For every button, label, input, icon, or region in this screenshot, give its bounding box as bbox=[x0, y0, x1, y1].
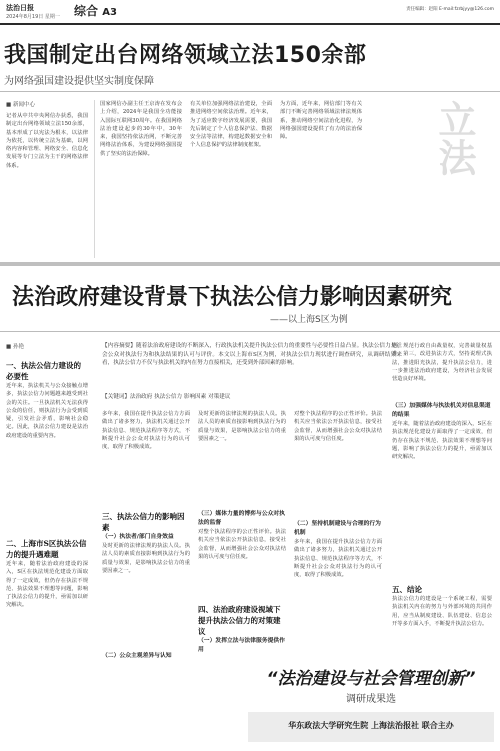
article2-body-col1: 近年来，执法机关与公众接触点增多，执法公信力问题越来越受到社会的关注。一旦执法机关无法获得公众的信任，则执法行为会受到质疑，引发社会矛盾，影响社会稳定。因此，执法公信力建设是法治政府建设的重要内容。 bbox=[6, 383, 88, 439]
article1-subtitle: 为网络强国建设提供坚实制度保障 bbox=[4, 76, 154, 87]
section-name: 综合 bbox=[74, 4, 99, 18]
section-heading-1: 一、执法公信力建设的必要性 bbox=[6, 361, 81, 381]
article2-body-col5: 对整个执法程序的公正性评价。执法机关应当依法公开执法信息，接受社会监督，从而增强社会公众对执法结果的认可度与信任度。 bbox=[294, 411, 382, 442]
subsection-heading-3a: （一）执法者/部门自身效益 bbox=[102, 534, 174, 540]
series-banner bbox=[248, 664, 494, 710]
subsection-heading-3c: （三）媒体力量的博弈与公众对执法的监督 bbox=[198, 511, 285, 526]
decorative-heading: 立法 bbox=[432, 100, 477, 176]
article2-abstract: 【内容摘要】随着法治政府建设的不断深入，行政执法机关提升执法公信力的重要性与必要性日益凸显。执法公信力是社会公众对执法行为和执法结果的认可与评价。本文以上海市S区为例，对执法公信力现状进行调查研究，从调研结果来看，执法公信力不仅与执法机关的内在努力直接相关，还受到外部因素的影响。 bbox=[102, 343, 402, 367]
editor-info: 责任编辑：赵阳 E-mail:fzrbjyy@126.com bbox=[406, 7, 494, 12]
header-rule bbox=[0, 23, 500, 25]
article2-body-col4: 及时更新的法律法规的执法人员。执法人员的素质直接影响到执法行为的质量与效果，是影响执法公信力的重要因素之一。 bbox=[198, 411, 286, 442]
article1-rule bbox=[0, 91, 500, 92]
article2-body-col6: 则，规范行政自由裁量权，完善裁量权基准。第三，改进执法方式，坚持说理式执法，推进阳光执法，提升执法公信力，进一步推进法治政府建设，为经济社会发展营造良好环境。 bbox=[392, 343, 492, 383]
article2-author: ■ 孙艳 bbox=[6, 344, 24, 350]
article1-byline: ■ 新闻中心 bbox=[6, 102, 35, 108]
article1-col1: 记者从中共中央网信办获悉，我国制定出台网络领域立法150余部，基本形成了以宪法为根本，以法律为依托，以传统立法为基础，以网络内容和管理、网络安全、信息化发展等专门立法为主干的网络法律体系。 bbox=[6, 113, 88, 169]
article2-conclusion: 执法公信力的建设是一个系统工程，需要执法机关内在的努力与外部环境的共同作用，应当从制度建设、队伍建设、信息公开等多方面入手，不断提升执法公信力。 bbox=[392, 596, 492, 627]
section-divider bbox=[0, 262, 500, 266]
article2-body-col3: 多年来，我国在提升执法公信力方面做出了诸多努力，执法机关通过公开执法信息、规范执法程序等方式，不断提升社会公众对执法行为的认可度，取得了积极成效。 bbox=[102, 411, 190, 451]
article2-rule bbox=[0, 331, 500, 332]
article2-body-col5b: 多年来，我国在提升执法公信力方面做出了诸多努力，执法机关通过公开执法信息、规范执法程序等方式，不断提升社会公众对执法行为的认可度，取得了积极成效。 bbox=[294, 539, 382, 579]
section-heading-5: 五、结论 bbox=[392, 585, 422, 594]
article1-title: 我国制定出台网络领域立法150余部 bbox=[4, 43, 367, 68]
article2-byline: ——以上海S区为例 bbox=[270, 315, 348, 325]
article2-keywords: 【关键词】法治政府 执法公信力 影响因素 对策建议 bbox=[102, 394, 231, 400]
article1-col4: 为方面，近年来，网信部门等有关部门不断完善网络领域法律法规体系，推动网络空间法治化进程，为网络强国建设提供了有力的法治保障。 bbox=[280, 101, 362, 141]
article2-body-col6b: 近年来，随着法治政府建设的深入，S区在执法规范化建设方面取得了一定成效，但仍存在执法不规范、执法效果不理想等问题，影响了执法公信力的提升，亟需加以研究解决。 bbox=[392, 421, 492, 461]
issue-date: 2024年8月19日 星期一 bbox=[6, 14, 60, 20]
article2-body-col3b: 及时更新的法律法规的执法人员。执法人员的素质直接影响到执法行为的质量与效果，是影响执法公信力的重要因素之一。 bbox=[102, 543, 190, 574]
subsection-heading-4c: （三）加强媒体与执法机关对信息渠道的结果 bbox=[392, 403, 491, 418]
divider bbox=[94, 100, 95, 258]
section-heading-3: 三、执法公信力的影响因素 bbox=[102, 512, 185, 532]
banner-organizers: 华东政法大学研究生院 上海法治报社 联合主办 bbox=[288, 721, 454, 730]
paper-name: 法治日报 bbox=[6, 3, 34, 12]
article2-title: 法治政府建设背景下执法公信力影响因素研究 bbox=[12, 285, 453, 310]
banner-title: “法治建设与社会管理创新” bbox=[266, 669, 476, 689]
section-heading bbox=[74, 2, 117, 19]
subsection-heading-4a: （一）发挥立法与法律服务提供作用 bbox=[198, 638, 285, 653]
article1-col3: 有关单位加强网络法治建设，全面推进网络空间依法治理。近年来，为了适应数字经济发展需要，我国先后制定了个人信息保护法、数据安全法等法律，构建起数据安全和个人信息保护的法律制度框架。 bbox=[190, 101, 272, 149]
banner-subtitle: 调研成果选 bbox=[346, 694, 396, 705]
section-heading-2: 二、上海市S区执法公信力的提升遇难题 bbox=[6, 539, 87, 559]
subsection-heading-4b: （二）坚持机制建设与合理的行为机制 bbox=[294, 521, 381, 536]
section-heading-4: 四、法治政府建设视域下提升执法公信力的对策建议 bbox=[198, 605, 281, 636]
article1-col2: 国家网信办副主任王京涛在发布会上介绍，2024年是我国全功能接入国际互联网30周年。在我国网络法治建设起步的30年中，30年来，我国坚持依法治网，不断完善网络法治体系，为建设网络强国提供了坚实的法治保障。 bbox=[100, 101, 182, 157]
article2-body-col4b: 对整个执法程序的公正性评价。执法机关应当依法公开执法信息，接受社会监督，从而增强社会公众对执法结果的认可度与信任度。 bbox=[198, 529, 286, 560]
subsection-heading-3b: （二）公众主观差异与认知 bbox=[102, 653, 172, 659]
page-number: A3 bbox=[102, 7, 117, 18]
article2-body-col2: 近年来，随着法治政府建设的深入，S区在执法规范化建设方面取得了一定成效，但仍存在执法不规范、执法效果不理想等问题，影响了执法公信力的提升，亟需加以研究解决。 bbox=[6, 561, 88, 609]
